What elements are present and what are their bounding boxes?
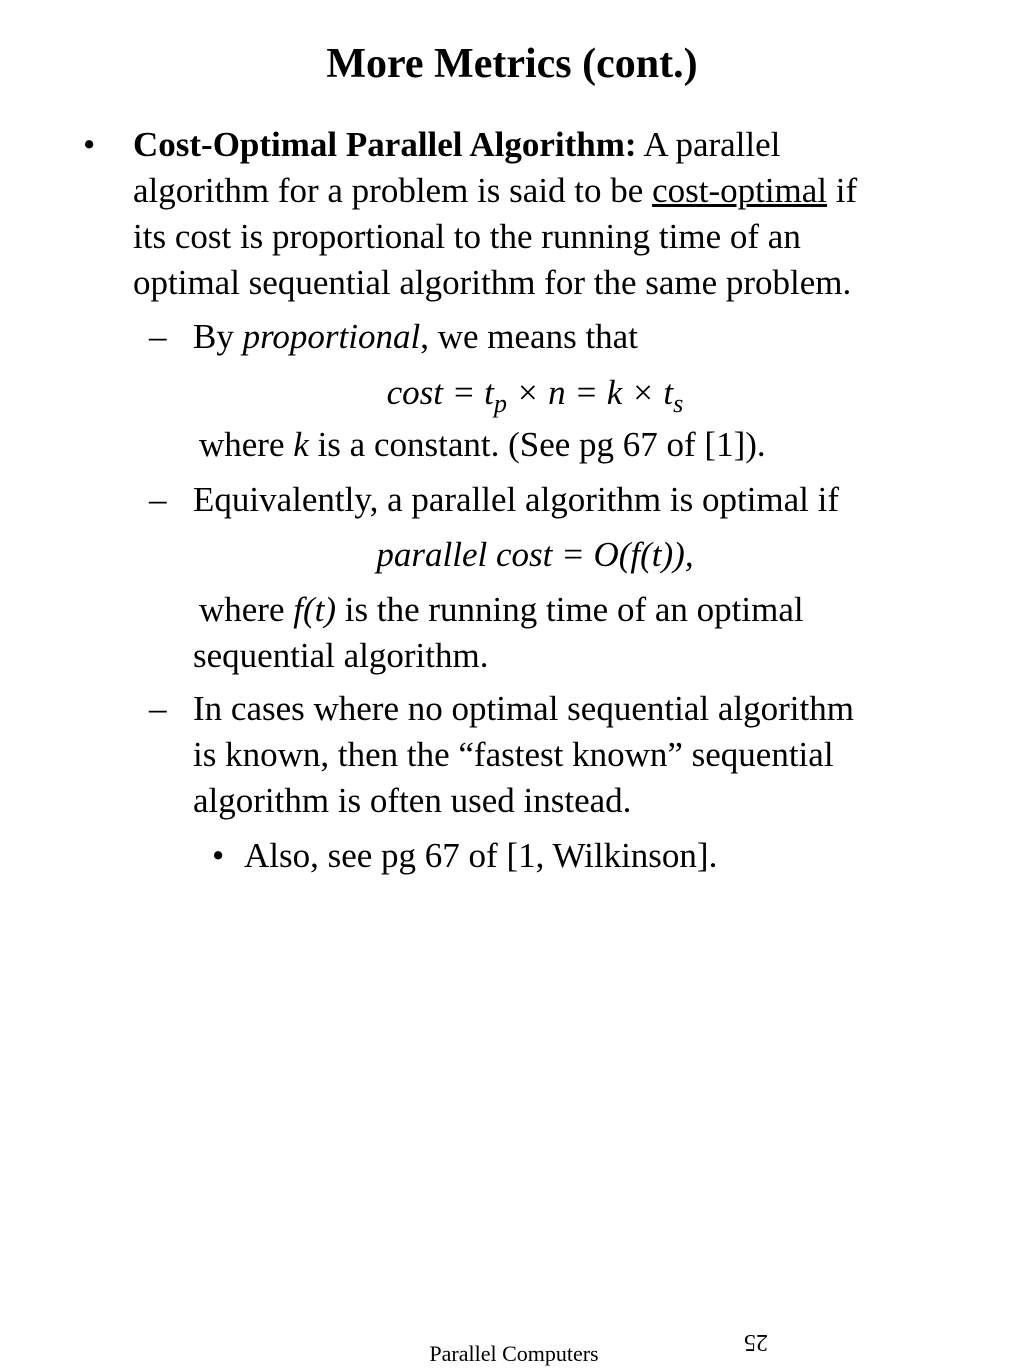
sub-bullet-3-line-2: is known, then the “fastest known” sequential xyxy=(193,735,834,774)
formula-parallel-cost: parallel cost = O(f(t)), xyxy=(376,535,694,574)
bullet-line-3: its cost is proportional to the running time of an xyxy=(133,217,801,256)
sub-bullet-3-line-3: algorithm is often used instead. xyxy=(193,781,632,820)
sub-bullet-3-line-1: In cases where no optimal sequential algorithm xyxy=(193,689,854,728)
subscript-s: s xyxy=(673,388,684,418)
sub-text: , we means that xyxy=(420,317,638,356)
where-text: is the running time of an optimal xyxy=(336,590,804,629)
bullet-line-4: optimal sequential algorithm for the same problem. xyxy=(133,263,852,302)
term-cost-optimal: Cost-Optimal Parallel Algorithm: xyxy=(133,125,637,164)
italic-k: k xyxy=(293,425,309,464)
sub-bullet-2: Equivalently, a parallel algorithm is optimal if xyxy=(193,480,840,519)
where-text: where xyxy=(199,590,294,629)
formula-part: × n = k × t xyxy=(507,373,674,412)
slide-title: More Metrics (cont.) xyxy=(326,41,698,87)
where-text: is a constant. (See pg 67 of [1]). xyxy=(308,425,766,464)
sub-sub-bullet: Also, see pg 67 of [1, Wilkinson]. xyxy=(244,836,718,875)
subscript-p: p xyxy=(493,388,507,418)
page-number: 25 xyxy=(744,1329,768,1355)
where-text: where xyxy=(199,425,294,464)
underlined-term: cost-optimal xyxy=(652,171,828,210)
bullet-marker: • xyxy=(83,125,96,164)
bullet-marker-l3: • xyxy=(212,836,225,875)
formula-cost xyxy=(0,370,1024,416)
dash-marker: – xyxy=(149,689,167,728)
sub-bullet-1 xyxy=(193,314,638,360)
dash-marker: – xyxy=(149,480,167,519)
bullet-text: if xyxy=(827,171,858,210)
where-line-1 xyxy=(199,422,766,468)
sub-text: By xyxy=(193,317,243,356)
dash-marker: – xyxy=(149,317,167,356)
formula-part: cost = t xyxy=(386,373,494,412)
bullet-text: algorithm for a problem is said to be xyxy=(133,171,653,210)
bullet-line-2 xyxy=(133,168,857,214)
where-line-2 xyxy=(199,587,804,633)
footer-label: Parallel Computers xyxy=(429,1341,599,1366)
where-line-2b: sequential algorithm. xyxy=(193,636,489,675)
italic-ft: f(t) xyxy=(293,590,337,629)
bullet-text: A parallel xyxy=(636,125,781,164)
bullet-line-1 xyxy=(133,122,780,168)
italic-term: proportional xyxy=(242,317,421,356)
